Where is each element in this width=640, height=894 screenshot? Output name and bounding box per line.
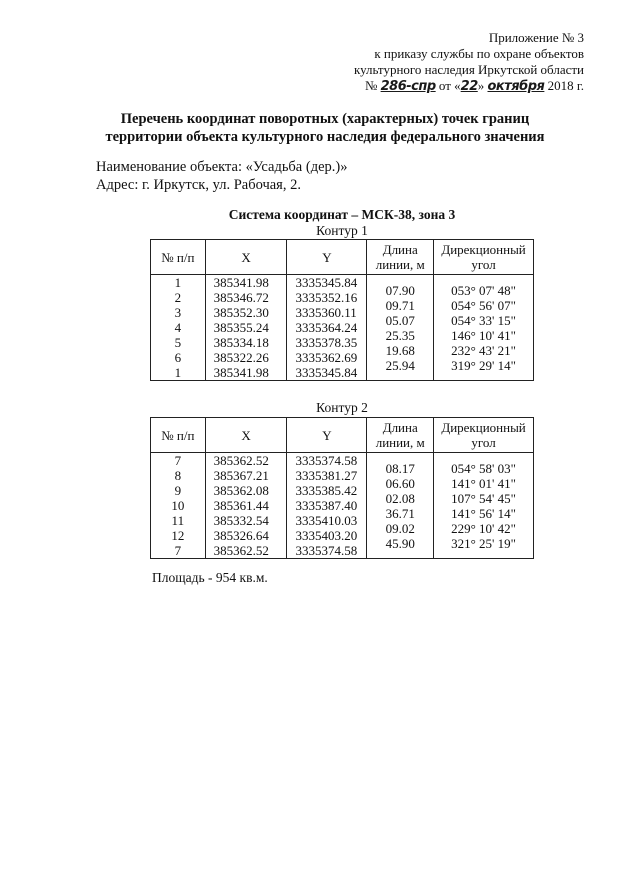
object-address: Адрес: г. Иркутск, ул. Рабочая, 2.	[96, 177, 301, 193]
date-year: 2018 г.	[547, 78, 584, 93]
point-number: 10	[171, 498, 185, 513]
contour-1-table	[150, 239, 534, 381]
directional-angle-column	[434, 453, 534, 559]
header-angle	[434, 240, 534, 275]
directional-angle: 054° 58' 03"	[451, 460, 516, 476]
directional-angle: 229° 10' 42"	[451, 520, 516, 536]
y-coordinate: 3335385.42	[295, 483, 358, 498]
document-title	[60, 110, 590, 146]
header-angle-line-2: угол	[471, 257, 496, 272]
x-coordinate: 385355.24	[213, 320, 269, 335]
table-header-row	[151, 240, 534, 275]
point-number-column	[151, 453, 206, 559]
y-coordinate-column	[287, 453, 367, 559]
directional-angle: 319° 29' 14"	[451, 357, 516, 373]
point-number: 1	[174, 365, 182, 380]
y-coordinate: 3335374.58	[295, 543, 358, 558]
point-number: 7	[174, 543, 182, 558]
appendix-header	[284, 30, 584, 95]
x-coordinate-column	[205, 453, 287, 559]
header-length-line-2: линии, м	[375, 257, 425, 272]
appendix-title: Приложение № 3	[488, 30, 584, 45]
x-coordinate: 385361.44	[213, 498, 269, 513]
header-y: Y	[287, 240, 367, 275]
line-length: 25.94	[385, 357, 415, 373]
line-length: 06.60	[385, 475, 415, 491]
header-number: № п/п	[151, 240, 206, 275]
x-coordinate: 385334.18	[213, 335, 269, 350]
line-length-column	[367, 453, 434, 559]
y-coordinate: 3335364.24	[295, 320, 358, 335]
x-coordinate: 385332.54	[213, 513, 269, 528]
contour-1-title: Контур 1	[316, 223, 368, 238]
x-coordinate: 385322.26	[213, 350, 269, 365]
point-number-column	[151, 275, 206, 381]
object-name: Наименование объекта: «Усадьба (дер.)»	[96, 159, 348, 175]
x-coordinate: 385326.64	[213, 528, 269, 543]
directional-angle-column	[434, 275, 534, 381]
directional-angle: 141° 56' 14"	[451, 505, 516, 521]
line-length: 07.90	[385, 282, 415, 298]
header-angle	[434, 418, 534, 453]
x-coordinate: 385341.98	[213, 365, 269, 380]
header-angle-line-1: Дирекционный	[441, 420, 526, 435]
line-length: 05.07	[385, 312, 415, 328]
header-length	[367, 240, 434, 275]
y-coordinate: 3335378.35	[295, 335, 358, 350]
directional-angle: 232° 43' 21"	[451, 342, 516, 358]
header-number: № п/п	[151, 418, 206, 453]
number-prefix: №	[364, 78, 378, 93]
line-length: 19.68	[385, 342, 415, 358]
header-length-line-1: Длина	[382, 242, 418, 257]
x-coordinate-column	[205, 275, 287, 381]
y-coordinate: 3335403.20	[295, 528, 358, 543]
y-coordinate: 3335381.27	[295, 468, 358, 483]
object-info	[96, 158, 347, 194]
contour-2-table	[150, 417, 534, 559]
point-number: 8	[174, 468, 182, 483]
appendix-order-line: к приказу службы по охране объектов	[374, 46, 584, 61]
x-coordinate: 385352.30	[213, 305, 269, 320]
document-title-line-1: Перечень координат поворотных (характерных) точек границ	[120, 111, 530, 127]
directional-angle: 054° 56' 07"	[451, 297, 516, 313]
y-coordinate: 3335360.11	[295, 305, 357, 320]
directional-angle: 146° 10' 41"	[451, 327, 516, 343]
x-coordinate: 385367.21	[213, 468, 269, 483]
line-length: 45.90	[385, 535, 415, 551]
handwritten-order-number: 286-спр	[380, 79, 436, 94]
point-number: 5	[174, 335, 182, 350]
date-prefix: от «	[438, 78, 461, 93]
y-coordinate-column	[287, 275, 367, 381]
x-coordinate: 385362.08	[213, 483, 269, 498]
y-coordinate: 3335387.40	[295, 498, 358, 513]
line-length: 08.17	[385, 460, 415, 476]
header-length	[367, 418, 434, 453]
header-y: Y	[287, 418, 367, 453]
line-length: 02.08	[385, 490, 415, 506]
point-number: 1	[174, 275, 182, 290]
header-length-line-1: Длина	[382, 420, 418, 435]
line-length: 25.35	[385, 327, 415, 343]
y-coordinate: 3335352.16	[295, 290, 358, 305]
area-text: Площадь - 954 кв.м.	[152, 570, 268, 585]
line-length: 36.71	[385, 505, 415, 521]
line-length-column	[367, 275, 434, 381]
coordinate-system-title: Система координат – МСК-38, зона 3	[228, 207, 456, 222]
directional-angle: 321° 25' 19"	[451, 535, 516, 551]
x-coordinate: 385362.52	[213, 453, 269, 468]
line-length: 09.71	[385, 297, 415, 313]
x-coordinate: 385362.52	[213, 543, 269, 558]
handwritten-day: 22	[460, 79, 478, 94]
header-x: X	[205, 240, 287, 275]
point-number: 7	[174, 453, 182, 468]
directional-angle: 054° 33' 15"	[451, 312, 516, 328]
header-angle-line-1: Дирекционный	[441, 242, 526, 257]
date-quote: »	[477, 78, 488, 93]
y-coordinate: 3335345.84	[295, 275, 358, 290]
point-number: 11	[171, 513, 185, 528]
table-body-row	[151, 275, 534, 381]
document-title-line-2: территории объекта культурного наследия федерального значения	[105, 129, 545, 145]
directional-angle: 107° 54' 45"	[451, 490, 516, 506]
y-coordinate: 3335410.03	[295, 513, 358, 528]
x-coordinate: 385346.72	[213, 290, 269, 305]
point-number: 2	[174, 290, 182, 305]
point-number: 3	[174, 305, 182, 320]
header-angle-line-2: угол	[471, 435, 496, 450]
table-header-row	[151, 418, 534, 453]
point-number: 4	[174, 320, 182, 335]
header-length-line-2: линии, м	[375, 435, 425, 450]
y-coordinate: 3335374.58	[295, 453, 358, 468]
handwritten-month: октября	[487, 79, 545, 94]
directional-angle: 141° 01' 41"	[451, 475, 516, 491]
y-coordinate: 3335345.84	[295, 365, 358, 380]
y-coordinate: 3335362.69	[295, 350, 358, 365]
directional-angle: 053° 07' 48"	[451, 282, 516, 298]
table-body-row	[151, 453, 534, 559]
line-length: 09.02	[385, 520, 415, 536]
header-x: X	[205, 418, 287, 453]
appendix-order-number-line	[284, 78, 584, 95]
contour-2-title: Контур 2	[316, 400, 368, 415]
point-number: 12	[171, 528, 185, 543]
x-coordinate: 385341.98	[213, 275, 269, 290]
point-number: 6	[174, 350, 182, 365]
appendix-authority-line: культурного наследия Иркутской области	[353, 62, 584, 77]
point-number: 9	[174, 483, 182, 498]
